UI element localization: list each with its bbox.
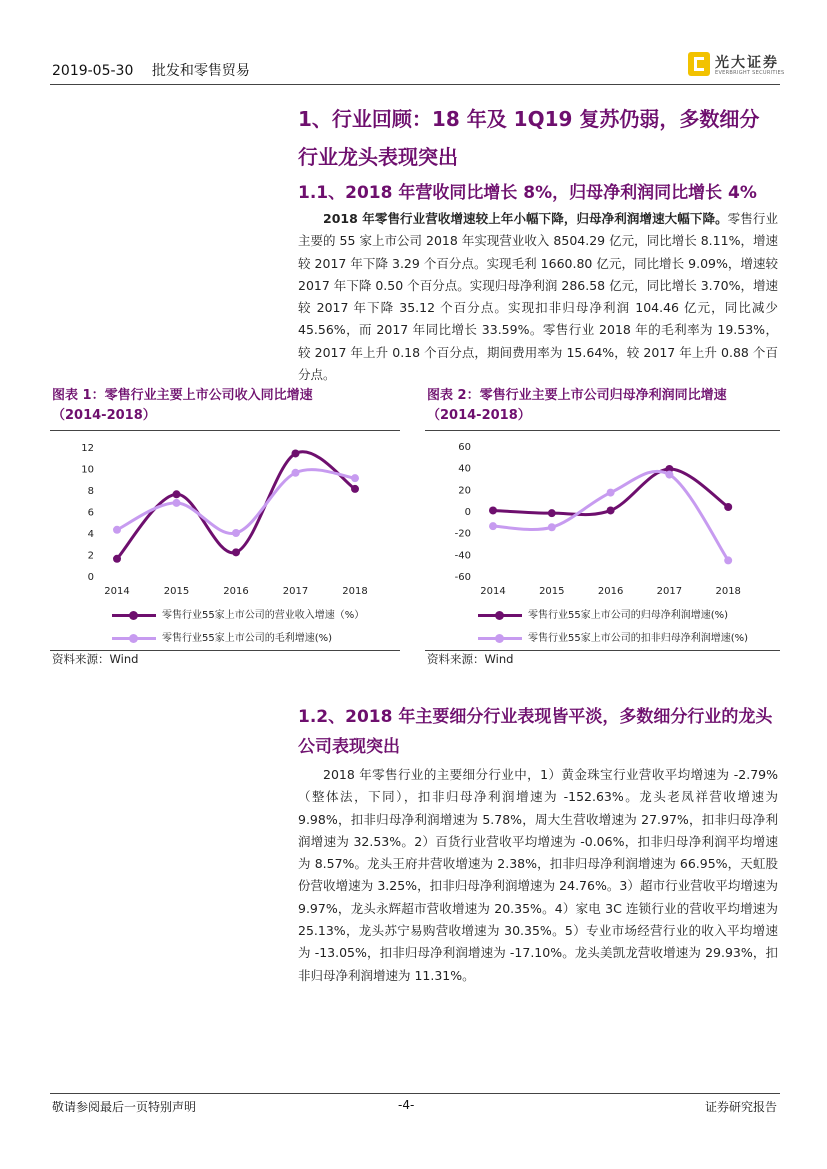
legend-item-revenue: 零售行业55家上市公司的营业收入增速（%） xyxy=(112,606,402,621)
series-line-1 xyxy=(493,471,728,560)
chart-2-legend xyxy=(478,606,778,644)
y-tick-label: 20 xyxy=(458,485,471,497)
figure-1-top-rule xyxy=(50,430,400,431)
section-1-1-body xyxy=(298,208,778,386)
footer-divider xyxy=(50,1093,780,1094)
footer-report-type: 证券研究报告 xyxy=(705,1100,778,1114)
x-tick-label: 2018 xyxy=(342,586,368,597)
legend-swatch-revenue xyxy=(112,614,156,617)
data-point xyxy=(665,471,673,479)
y-tick-label: 40 xyxy=(458,463,471,475)
data-point xyxy=(489,522,497,530)
legend-swatch-gross-profit xyxy=(112,637,156,640)
series-line-1 xyxy=(117,470,355,534)
x-tick-label: 2016 xyxy=(223,586,249,597)
report-date: 2019-05-30 xyxy=(52,63,134,79)
data-point xyxy=(724,556,732,564)
figure-2-source: 资料来源：Wind xyxy=(427,652,514,666)
x-tick-label: 2017 xyxy=(282,586,309,597)
y-tick-label: -40 xyxy=(454,550,471,562)
x-tick-label: 2015 xyxy=(539,586,565,597)
x-tick-label: 2015 xyxy=(163,586,190,597)
series-line-0 xyxy=(117,452,355,559)
legend-item-gross-profit: 零售行业55家上市公司的毛利增速(%) xyxy=(112,629,402,644)
x-tick-label: 2016 xyxy=(597,586,624,597)
y-tick-label: 10 xyxy=(81,464,94,476)
y-tick-label: 0 xyxy=(464,507,471,518)
data-point xyxy=(232,529,240,537)
industry-name: 批发和零售贸易 xyxy=(151,63,250,79)
data-point xyxy=(113,555,121,563)
section-1-1-text: 零售行业主要的 55 家上市公司 2018 年实现营业收入 8504.29 亿元，同比增长 8.11%，增速较 2017 年下降 3.29 个百分点。实现毛利 1660.80 亿元，同比增长 9.09%，增速较 2017 年下降 0.50 个百分点。实现归母净利润 286.58 亿元，同比增长 3.70%，增速较 2017 年下降 35.12 个百分点。实现扣非归母净利润 104.46 亿元，同比减少 45.56%，而 2017 年同比增长 33.59%。零售行业 2018 年的毛利率为 19.53%，较 2017 年上升 0.18 个百分点，期间费用率为 15.64%，较 2017 年上升 0.88 个百分点。 xyxy=(298,211,778,383)
y-tick-label: 4 xyxy=(87,529,94,540)
figure-1-title: 图表 1：零售行业主要上市公司收入同比增速 （2014-2018） xyxy=(52,388,313,423)
legend-swatch-deducted-net-profit xyxy=(478,637,522,640)
data-point xyxy=(548,523,556,531)
data-point xyxy=(232,548,240,556)
data-point xyxy=(607,489,615,497)
section-1-2-title: 1.2、2018 年主要细分行业表现皆平淡，多数细分行业的龙头公司表现突出 xyxy=(298,707,773,757)
x-tick-label: 2014 xyxy=(104,586,130,597)
logo-text: 光大证券 xyxy=(715,55,779,71)
y-tick-label: 2 xyxy=(87,550,94,562)
y-tick-label: 0 xyxy=(87,572,94,583)
data-point xyxy=(607,506,615,514)
section-1-title: 1、行业回顾：18 年及 1Q19 复苏仍弱，多数细分行业龙头表现突出 xyxy=(298,107,760,169)
header-divider xyxy=(50,84,780,85)
y-tick-label: -20 xyxy=(454,528,471,540)
data-point xyxy=(173,499,181,507)
section-1-2-body: 2018 年零售行业的主要细分行业中，1）黄金珠宝行业营收平均增速为 -2.79%（整体法，下同），扣非归母净利润增速为 -152.63%。龙头老凤祥营收增速为 9.98%，扣非归母净利润增速为 5.78%，周大生营收增速为 27.97%，扣非归母净利润增速为 32.53%。2）百货行业营收平均增速为 -0.06%，扣非归母净利润平均增速为 8.57%。龙头王府井营收增速为 2.38%，扣非归母净利润增速为 66.95%，天虹股份营收增速为 3.25%，扣非归母净利润增速为 24.76%。3）超市行业营收平均增速为 9.97%，龙头永辉超市营收增速为 20.35%。4）家电 3C 连锁行业的营收平均增速为 25.13%，龙头苏宁易购营收增速为 30.35%。5）专业市场经营行业的收入平均增速为 -13.05%，扣非归母净利润增速为 -17.10%。龙头美凯龙营收增速为 29.93%，扣非归母净利润增速为 11.31%。 xyxy=(298,767,778,983)
data-point xyxy=(173,490,181,498)
page-number: -4- xyxy=(398,1098,415,1112)
y-tick-label: -60 xyxy=(454,572,471,583)
x-tick-label: 2018 xyxy=(715,586,741,597)
data-point xyxy=(292,449,300,457)
x-tick-label: 2014 xyxy=(480,586,506,597)
data-point xyxy=(351,474,359,482)
data-point xyxy=(113,526,121,534)
x-tick-label: 2017 xyxy=(656,586,683,597)
company-logo xyxy=(688,52,788,80)
y-tick-label: 8 xyxy=(87,486,94,497)
data-point xyxy=(548,509,556,517)
section-1-1-lead: 2018 年零售行业营收增速较上年小幅下降，归母净利润增速大幅下降。 xyxy=(323,211,728,226)
legend-item-deducted-net-profit: 零售行业55家上市公司的扣非归母净利润增速(%) xyxy=(478,629,778,644)
logo-subtext: EVERBRIGHT SECURITIES xyxy=(715,70,785,76)
figure-1-source: 资料来源：Wind xyxy=(52,652,139,666)
data-point xyxy=(292,469,300,477)
figure-2-top-rule xyxy=(425,430,780,431)
report-header xyxy=(52,60,264,80)
y-tick-label: 6 xyxy=(87,507,94,519)
data-point xyxy=(724,503,732,511)
logo-icon xyxy=(688,52,710,76)
legend-swatch-net-profit xyxy=(478,614,522,617)
y-tick-label: 60 xyxy=(458,442,471,453)
data-point xyxy=(489,506,497,514)
data-point xyxy=(351,485,359,493)
footer-disclaimer: 敬请参阅最后一页特别声明 xyxy=(52,1100,197,1114)
section-1-1-title: 1.1、2018 年营收同比增长 8%，归母净利润同比增长 4% xyxy=(298,183,757,203)
y-tick-label: 12 xyxy=(81,443,94,454)
figure-2-title: 图表 2：零售行业主要上市公司归母净利润同比增速 （2014-2018） xyxy=(427,388,727,423)
chart-1-legend xyxy=(112,606,402,644)
legend-item-net-profit: 零售行业55家上市公司的归母净利润增速(%) xyxy=(478,606,778,621)
